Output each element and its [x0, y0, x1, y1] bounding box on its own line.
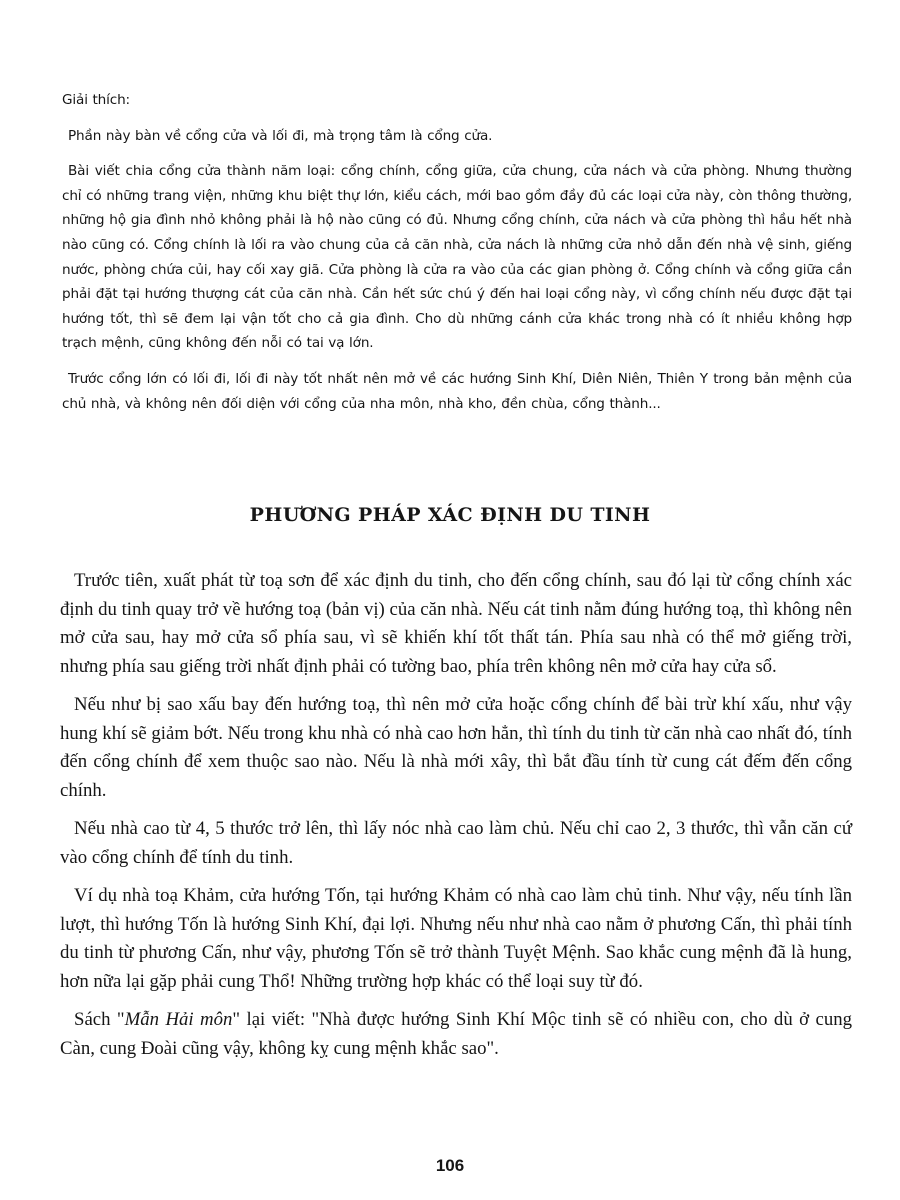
quote-lead: Sách " — [74, 1009, 125, 1030]
body-paragraph: Nếu như bị sao xấu bay đến hướng toạ, thì nên mở cửa hoặc cổng chính để bài trừ khí xấu, như vậy hung khí sẽ giảm bớt. Nếu trong khu nhà có nhà cao hơn hẳn, thì tính du tinh từ căn nhà cao nhất đó, tính đến cổng chính để xem thuộc sao nào. Nếu là nhà mới xây, thì bắt đầu tính từ cung cát đếm đến cổng chính. — [60, 694, 852, 801]
section-heading: PHƯƠNG PHÁP XÁC ĐỊNH DU TINH — [249, 504, 651, 526]
quote-paragraph — [60, 1006, 852, 1063]
explanation-label: Giải thích: — [62, 92, 130, 108]
page-number: 106 — [435, 1156, 465, 1175]
body-paragraph: Ví dụ nhà toạ Khảm, cửa hướng Tốn, tại hướng Khảm có nhà cao làm chủ tinh. Như vậy, nếu tính lần lượt, thì hướng Tốn là hướng Sinh Khí, đại lợi. Nhưng nếu như nhà cao nằm ở phương Cấn, thì phải tính du tinh từ phương Cấn, như vậy, phương Tốn sẽ trở thành Tuyệt Mệnh. Sao khắc cung mệnh đã là hung, hơn nữa lại gặp phải cung Thổ! Những trường hợp khác có thể loại suy từ đó. — [60, 885, 852, 992]
explanation-block — [62, 88, 852, 427]
section-body — [60, 567, 852, 1073]
book-title: Mẫn Hải môn — [124, 1009, 233, 1030]
body-paragraph: Trước tiên, xuất phát từ toạ sơn để xác định du tinh, cho đến cổng chính, sau đó lại từ cổng chính xác định du tinh quay trở về hướng toạ (bản vị) của căn nhà. Nếu cát tinh nằm đúng hướng toạ, thì không nên mở cửa sau, hay mở cửa sổ phía sau, vì sẽ khiến khí tốt thất tán. Phía sau nhà có thể mở giếng trời, nhưng phía sau giếng trời nhất định phải có tường bao, phía trên không nên mở cửa hay cửa sổ. — [60, 570, 852, 677]
explanation-paragraph: Phần này bàn về cổng cửa và lối đi, mà trọng tâm là cổng cửa. — [68, 127, 493, 144]
explanation-paragraph: Bài viết chia cổng cửa thành năm loại: cổng chính, cổng giữa, cửa chung, cửa nách và cửa phòng. Nhưng thường chỉ có những trang viện, những khu biệt thự lớn, kiểu cách, mới bao gồm đầy đủ các loại cửa này, còn thông thường, những hộ gia đình nhỏ không phải là hộ nào cũng có đủ. Nhưng cổng chính, cửa nách và cửa phòng thì hầu hết nhà nào cũng có. Cổng chính là lối ra vào chung của cả căn nhà, cửa nách là những cửa nhỏ dẫn đến nhà vệ sinh, giếng nước, phòng chứa củi, hay cối xay giã. Cửa phòng là cửa ra vào của các gian phòng ở. Cổng chính và cổng giữa cần phải đặt tại hướng thượng cát của căn nhà. Cần hết sức chú ý đến hai loại cổng này, vì cổng chính nếu được đặt tại hướng tốt, thì sẽ đem lại vận tốt cho cả gia đình. Cho dù những cánh cửa khác trong nhà có ít nhiều không hợp trạch mệnh, cũng không đến nỗi có tai vạ lớn. — [62, 163, 852, 352]
quote-text: " lại viết: "Nhà được hướng Sinh Khí Mộc tinh sẽ có nhiều con, cho dù ở cung Càn, cung Đoài cũng vậy, không kỵ cung mệnh khắc sao". — [60, 1009, 852, 1059]
explanation-paragraph: Trước cổng lớn có lối đi, lối đi này tốt nhất nên mở về các hướng Sinh Khí, Diên Niên, Thiên Y trong bản mệnh của chủ nhà, và không nên đối diện với cổng của nha môn, nhà kho, đền chùa, cổng thành... — [62, 370, 852, 412]
body-paragraph: Nếu nhà cao từ 4, 5 thước trở lên, thì lấy nóc nhà cao làm chủ. Nếu chỉ cao 2, 3 thước, thì vẫn căn cứ vào cổng chính để tính du tinh. — [60, 818, 852, 868]
